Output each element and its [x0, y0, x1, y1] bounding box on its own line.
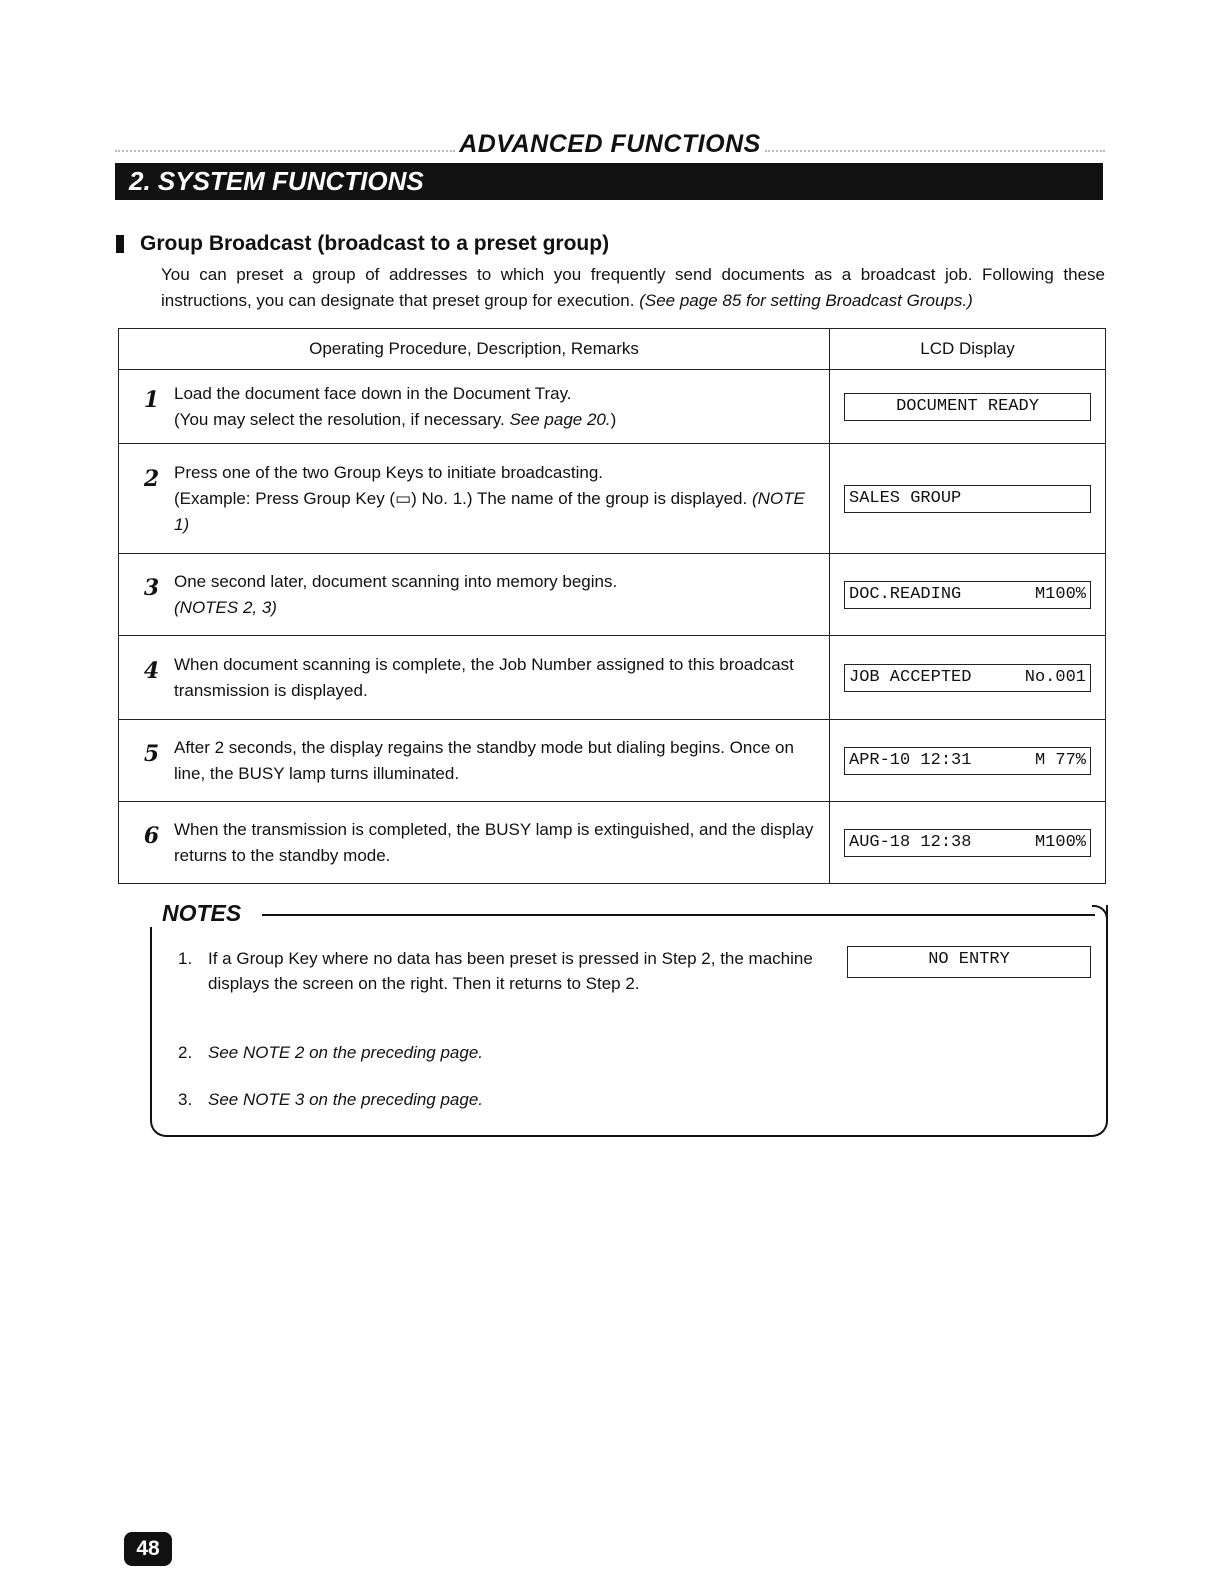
- table-row: [119, 444, 1106, 554]
- step-number-5: 5: [143, 740, 160, 767]
- step-number-6: 6: [143, 822, 160, 849]
- lcd-cell: [830, 636, 1106, 720]
- lcd-display: [844, 747, 1091, 775]
- subheading: [116, 232, 609, 256]
- step-text: Load the document face down in the Document Tray.: [174, 383, 572, 403]
- header-lcd-display: LCD Display: [830, 329, 1106, 370]
- chapter-title: ADVANCED FUNCTIONS: [459, 130, 761, 158]
- step-number-3: 3: [143, 574, 160, 601]
- lcd-display: [844, 393, 1091, 421]
- step-number-1: 1: [143, 386, 160, 413]
- step-reference: See page 20.: [509, 409, 611, 429]
- lcd-display: [844, 829, 1091, 857]
- step-text: (Example: Press Group Key (▭) No. 1.) The name of the group is displayed.: [174, 488, 752, 508]
- table-header-row: [119, 329, 1106, 370]
- lcd-display: [844, 664, 1091, 692]
- procedure-table: [118, 328, 1106, 884]
- intro-text: You can preset a group of addresses to which you frequently send documents as a broadcast job. Following these instructions, you can designate that preset group for execution.: [161, 265, 1105, 310]
- lcd-text: SALES GROUP: [849, 488, 962, 508]
- note-text: See NOTE 3 on the preceding page.: [208, 1090, 484, 1109]
- lcd-display-no-entry: NO ENTRY: [847, 946, 1091, 978]
- note-item: [178, 1040, 483, 1065]
- table-row: [119, 370, 1106, 444]
- table-row: [119, 802, 1106, 884]
- intro-page-reference: (See page 85 for setting Broadcast Groups.): [639, 291, 973, 310]
- step-cell: [119, 554, 830, 636]
- notes-label: NOTES: [150, 900, 247, 927]
- step-cell: [119, 636, 830, 720]
- lcd-cell: [830, 444, 1106, 554]
- lcd-text-right: No.001: [1024, 667, 1086, 687]
- lcd-text: AUG-18 12:38: [849, 832, 972, 852]
- lcd-cell: [830, 554, 1106, 636]
- lcd-text-right: M100%: [1034, 832, 1086, 852]
- step-text: (You may select the resolution, if necessary.: [174, 409, 510, 429]
- note-item: [178, 946, 826, 996]
- step-reference: (NOTE 1): [174, 488, 805, 534]
- bullet-square-icon: [116, 235, 124, 253]
- note-number: 2.: [178, 1043, 193, 1062]
- lcd-text-right: M 77%: [1034, 750, 1086, 770]
- lcd-display: [844, 485, 1091, 513]
- table-row: [119, 554, 1106, 636]
- step-reference: (NOTES 2, 3): [174, 597, 277, 617]
- lcd-text: APR-10 12:31: [849, 750, 972, 770]
- lcd-text-right: M100%: [1034, 584, 1086, 604]
- step-text: After 2 seconds, the display regains the standby mode but dialing begins. Once on line, the BUSY lamp turns illuminated.: [174, 737, 794, 783]
- step-cell: [119, 802, 830, 884]
- step-cell: [119, 444, 830, 554]
- header-procedure: Operating Procedure, Description, Remarks: [119, 329, 830, 370]
- step-text: One second later, document scanning into memory begins.: [174, 571, 618, 591]
- lcd-display: [844, 581, 1091, 609]
- header-dots-left: [115, 149, 455, 152]
- step-text-end: ): [610, 409, 617, 429]
- note-number: 3.: [178, 1090, 193, 1109]
- table-row: [119, 720, 1106, 802]
- step-number-2: 2: [143, 465, 160, 492]
- note-item: [178, 1087, 483, 1112]
- section-banner: 2. SYSTEM FUNCTIONS: [115, 163, 1103, 200]
- step-cell: [119, 370, 830, 444]
- header-dots-right: [765, 149, 1105, 152]
- subheading-text: Group Broadcast (broadcast to a preset group): [140, 232, 610, 255]
- note-number: 1.: [178, 949, 193, 968]
- page-number: 48: [124, 1532, 172, 1566]
- step-number-4: 4: [143, 657, 160, 684]
- lcd-text: DOCUMENT READY: [896, 396, 1039, 416]
- lcd-text: DOC.READING: [849, 584, 962, 604]
- step-cell: [119, 720, 830, 802]
- lcd-cell: [830, 720, 1106, 802]
- table-row: [119, 636, 1106, 720]
- lcd-cell: [830, 802, 1106, 884]
- note-text: If a Group Key where no data has been preset is pressed in Step 2, the machine displays the screen on the right. Then it returns to Step 2.: [208, 949, 813, 993]
- step-text: Press one of the two Group Keys to initiate broadcasting.: [174, 462, 604, 482]
- notes-top-border: [262, 914, 1095, 916]
- step-text: When document scanning is complete, the Job Number assigned to this broadcast transmission is displayed.: [174, 654, 794, 700]
- chapter-header: [115, 128, 1105, 158]
- lcd-cell: [830, 370, 1106, 444]
- intro-paragraph: [161, 262, 1105, 314]
- note-text: See NOTE 2 on the preceding page.: [208, 1043, 484, 1062]
- step-text: When the transmission is completed, the BUSY lamp is extinguished, and the display returns to the standby mode.: [174, 819, 814, 865]
- lcd-text: JOB ACCEPTED: [849, 667, 972, 687]
